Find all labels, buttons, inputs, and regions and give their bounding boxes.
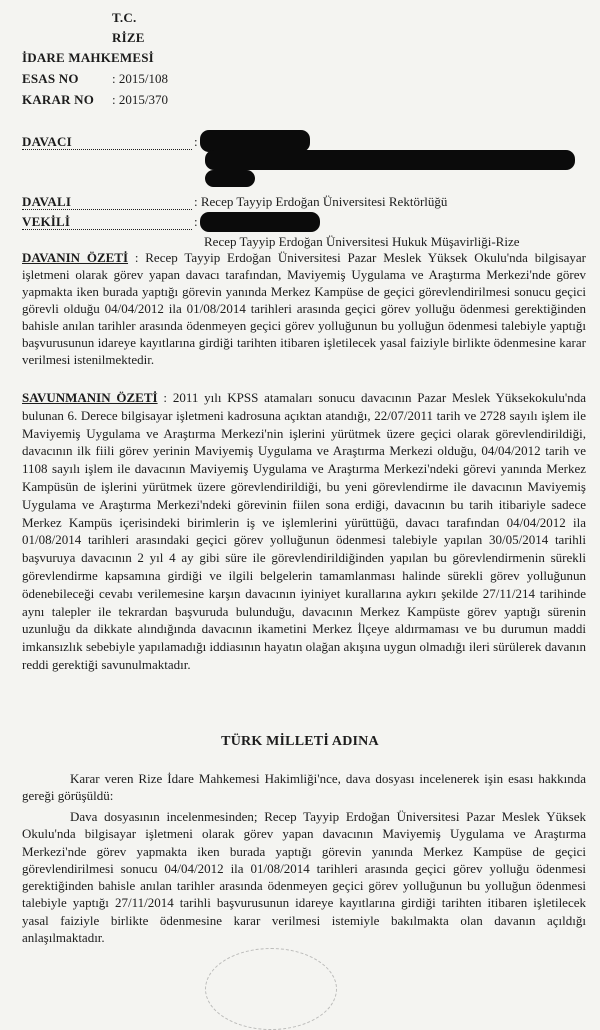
davaci-colon: :	[194, 134, 198, 149]
header-court: İDARE MAHKEMESİ	[22, 50, 154, 65]
turk-milleti-heading: TÜRK MİLLETİ ADINA	[221, 734, 379, 749]
vekili-colon: :	[194, 214, 198, 229]
savunmanin-ozeti-text: : 2011 yılı KPSS atamaları sonucu davacının Pazar Meslek Yüksekokulu'nda bulunan 6. Derece bilgisayar işletmeni kadrosuna açıktan atandığı, 22/07/2011 tarih ve 2728 sayılı işlem ile Maviyemiş Uygulama ve Araştırma Merkezi'nin işlerini yürütmek üzere geçici olarak görevlendirildiği, davacının ilk fiili görev yerinin Maviyemiş Uygulama ve Araştırma Merkezi olduğu, 04/04/2012 tarih ve 1108 sayılı işlem ile davacının Maviyemiş Uygulama ve Araştırma Merkezi'ndeki görevi yanında Merkez Kampüsün de işlerini yürütmek üzere görevlendirildiği, bu yeni görevlendirme ile davacının Maviyemiş Uygulama ve Araştırma Merkezi'ndeki görevinin fiilen sona erdiği, davacının bu tarih itibariyle sadece Merkez Kampüs içerisindeki birimlerin iş ve işlemlerini yürüttüğü, davacı tarafından 04/04/2012 ila 01/08/2014 tarihleri arasındaki geçici görev yolluğunun ödenmesi talebiyle yapılan 30/05/2014 tarihli başvuruya davacının 2 yıl 4 ay gibi süre ile görevlendirildiğinden yapılan bu görevlendirmenin sürekli görevlendirme kapsamına girdiği ve ilgili belgelerin tamamlanması halinde sürekli görev yolluğunun ödenebileceği cevabı verilemesine karşın davacının iyiniyet kurallarına aykırı şekilde 27/11/214 tarihinde aynı talepler ile tekrardan başvuruda bulunduğu, davacının Merkez Kampüste görev yaptığı sürenin uzunluğu da dikkate alındığında davacının ikametini Merkez İlçeye aldırmaması ve bu durumun maddi imkansızlık sebebiyle yapılamadığı iddiasının hayatın olağan akışına uygun olmadığı ileri sürülerek davanın reddi gerektiği savunulmaktadır.	[22, 390, 586, 672]
davanin-ozeti-text: : Recep Tayyip Erdoğan Üniversitesi Pazar Meslek Yüksek Okulu'nda bilgisayar işletmeni olarak görev yapan davacı tarafından, Maviyemiş Uygulama ve Araştırma Merkezi'nde görev yapmakta iken burada yaptığı görevin yanında Merkez Kampüse de geçici görevlendirilmesi sonucu geçici görevli olduğu 04/04/2012 ila 01/08/2014 tarihleri arasında geçici görev yolluğu ödenmesi gerektiğinden bahisle anılan tarihler arasında ödenmeyen geçici görev yolluğunun bu yolluğun ödenmesi talebiyle yaptığı başvurusunun idareye kayıtlarına girdiği tarihten itibaren işletilecek yasal faiziyle birlikte ödenmesine karar verilmesi istenilmektedir.	[22, 250, 586, 367]
vekili-label: VEKİLİ	[22, 214, 71, 229]
davaci-underline	[22, 149, 192, 150]
davanin-ozeti-paragraph	[22, 249, 586, 368]
davali-underline	[22, 209, 192, 210]
karar-body: Dava dosyasının incelenmesinden; Recep Tayyip Erdoğan Üniversitesi Pazar Meslek Yüksek Okulu'nda bilgisayar işletmeni olarak görev yapan davacının Maviyemiş Uygulama ve Araştırma Merkezi'nde görev yapmakta iken burada yaptığı görevin yanında Merkez Kampüse de geçici görevlendirilmesi sonucu 04/04/2012 ila 01/08/2014 tarihleri arasında geçici görev yolluğu ödenmesi gerektiğinden bahisle anılan tarihler arasında ödenmeyen geçici görev yolluğunun bu yolluğun ödenmesi talebiyle yaptığı 27/11/2014 tarihli başvurusunun idareye kayıtlarına girdiği tarihten itibaren işletilecek yasal faiziyle birlikte ödenmesine karar verilmesi istemiyle bakılmakta olan davanın açıldığı anlaşılmaktadır.	[22, 809, 586, 946]
karar-value: : 2015/370	[112, 92, 168, 107]
davali-value: : Recep Tayyip Erdoğan Üniversitesi Rektörlüğü	[194, 194, 448, 209]
karar-intro: Karar veren Rize İdare Mahkemesi Hakimliği'nce, dava dosyası incelenerek işin esası hakkında gereği görüşüldü:	[22, 771, 586, 803]
davaci-label: DAVACI	[22, 134, 72, 149]
davali-label: DAVALI	[22, 194, 72, 209]
savunmanin-ozeti-paragraph	[22, 389, 586, 674]
savunmanin-ozeti-label: SAVUNMANIN ÖZETİ	[22, 390, 158, 405]
redaction-davaci-name	[200, 130, 310, 152]
davanin-ozeti-label: DAVANIN ÖZETİ	[22, 250, 129, 265]
esas-label: ESAS NO	[22, 71, 79, 86]
redaction-vekili-name	[200, 212, 320, 232]
header-country: T.C.	[112, 10, 137, 25]
redaction-davaci-city	[205, 170, 255, 187]
karar-label: KARAR NO	[22, 92, 95, 107]
esas-value: : 2015/108	[112, 71, 168, 86]
header-city: RİZE	[112, 30, 145, 45]
seal-stamp	[205, 948, 337, 1030]
redaction-davaci-address	[205, 150, 575, 170]
vekili-underline	[22, 229, 192, 230]
vekili-office: Recep Tayyip Erdoğan Üniversitesi Hukuk Müşavirliği-Rize	[204, 234, 520, 249]
